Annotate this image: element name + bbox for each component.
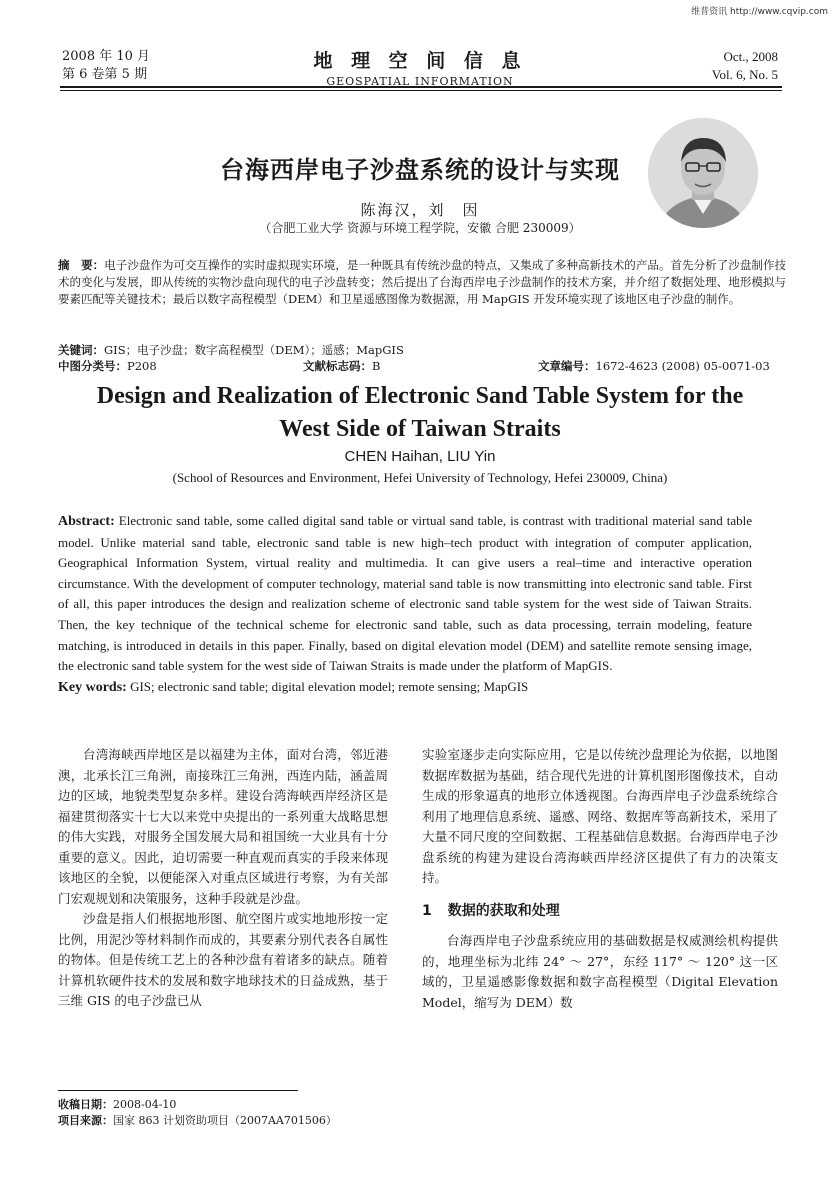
body-paragraph: 沙盘是指人们根据地形图、航空图片或实地地形按一定比例，用泥沙等材料制作而成的，其要素分别代表各自属性的物体。但是传统工艺上的各种沙盘有着诸多的缺点。随着计算机软硬件技术的发展和数字地球技术的日益成熟，基于三维 GIS 的电子沙盘已从	[58, 911, 388, 1008]
body-paragraph: 台海西岸电子沙盘系统应用的基础数据是权威测绘机构提供的，地理坐标为北纬 24° ～ 27°，东经 117° ～ 120° 这一区域的，卫星遥感影像数据和数字高程模型（Digital Elevation Model，缩写为 DEM）数	[422, 933, 778, 1010]
header-right	[712, 48, 778, 84]
affiliation-en: (School of Resources and Environment, Hefei University of Technology, Hefei 230009, China)	[172, 470, 668, 485]
section-title: 数据的获取和处理	[447, 902, 560, 919]
header-rule-thin	[60, 90, 782, 91]
abstract-cn-label: 摘 要：	[58, 258, 105, 272]
issue-date-en: Oct., 2008	[723, 49, 778, 64]
body-paragraph: 实验室逐步走向实际应用，它是以传统沙盘理论为依据，以地图数据库数据为基础，结合现代先进的计算机图形图像技术，自动生成的形象逼真的地形立体透视图。台海西岸电子沙盘系统综合利用了地理信息系统、遥感、网络、数据库等高新技术，采用了大量不同尺度的空间数据、工程基础信息数据。台海西岸电子沙盘系统的构建为建设台湾海峡西岸经济区提供了有力的决策支持。	[422, 747, 778, 885]
document-code: 文献标志码：B	[303, 359, 381, 373]
issue-volume-cn: 第 6 卷第 5 期	[62, 67, 148, 82]
paper-title-en	[0, 380, 840, 446]
keywords-en-label: Key words:	[58, 679, 127, 695]
paper-title-cn: 台海西岸电子沙盘系统的设计与实现	[220, 156, 620, 184]
section-number: 1	[422, 902, 432, 919]
keywords-cn-text: GIS；电子沙盘；数字高程模型（DEM）；遥感；MapGIS	[104, 343, 404, 357]
footnote	[58, 1097, 337, 1129]
clc-number: 中图分类号：P208	[58, 359, 157, 373]
body-column-left	[58, 745, 388, 1012]
body-column-right	[422, 745, 778, 1013]
keywords-cn	[58, 342, 404, 358]
received-date: 收稿日期：2008-04-10	[58, 1098, 177, 1111]
footnote-rule	[58, 1090, 298, 1091]
keywords-cn-label: 关键词：	[58, 343, 104, 357]
watermark: 维普资讯 http://www.cqvip.com	[691, 7, 828, 17]
section-heading	[422, 901, 778, 922]
issue-date-cn: 2008 年 10 月	[62, 49, 151, 64]
paper-title-en-text: Design and Realization of Electronic Sand Table System for the West Side of Taiwan Straits	[96, 383, 744, 442]
abstract-cn-text: 电子沙盘作为可交互操作的实时虚拟现实环境，是一种既具有传统沙盘的特点，又集成了多种高新技术的产品。首先分析了沙盘制作技术的变化与发展，即从传统的实物沙盘向现代的电子沙盘转变；然后提出了台海西岸电子沙盘制作的技术方案，并介绍了数据处理、地形模拟与要素匹配等关键技术；最后以数字高程模型（DEM）和卫星遥感图像为数据源，用 MapGIS 开发环境实现了该地区电子沙盘的制作。	[58, 258, 787, 306]
keywords-en-text: GIS; electronic sand table; digital elevation model; remote sensing; MapGIS	[130, 678, 529, 694]
authors-en: CHEN Haihan, LIU Yin	[344, 448, 496, 465]
journal-title-en: GEOSPATIAL INFORMATION	[326, 75, 514, 88]
affiliation-cn: （合肥工业大学 资源与环境工程学院，安徽 合肥 230009）	[259, 221, 581, 235]
abstract-en	[58, 511, 752, 698]
header-rule	[60, 86, 782, 88]
authors-cn: 陈海汉，刘 因	[360, 201, 480, 219]
abstract-en-label: Abstract:	[58, 514, 115, 529]
abstract-cn	[58, 257, 786, 308]
funding-source: 项目来源：国家 863 计划资助项目（2007AA701506）	[58, 1114, 337, 1127]
abstract-en-text: Electronic sand table, some called digital sand table or virtual sand table, is contrast with traditional material sand table model. Unlike material sand table, electronic sand table is new high–tech product with integration of computer application, Geographical Information System, virtual reality and multimedia. It can give users a real–time and interactive operation circumstance. With the development of computer technology, material sand table is now transmitting into electronic sand table. First of all, this paper introduces the design and realization scheme of electronic sand table system for the west side of Taiwan Straits. Then, the key technique of the technical scheme for electronic sand table, such as data processing, terrain modeling, feature matching, is introduced in details in this paper. Finally, based on digital elevation model (DEM) and satellite remote sensing image, the electronic sand table system for the west side of Taiwan Straits is made under the platform of MapGIS.	[58, 513, 752, 674]
body-paragraph: 台湾海峡西岸地区是以福建为主体，面对台湾，邻近港澳，北承长江三角洲，南接珠江三角洲，西连内陆，涵盖周边的区域，地貌类型复杂多样。建设台湾海峡西岸经济区是福建贯彻落实十七大以来党中央提出的一系列重大战略思想的伟大实践，对服务全国发展大局和祖国统一大业具有十分重要的意义。因此，迫切需要一种直观而真实的手段来体现该地区的全貌，以便能深入对重点区域进行考察，为有关部门宏观规划和决策服务，这种手段就是沙盘。	[58, 747, 388, 906]
journal-title-cn: 地 理 空 间 信 息	[313, 50, 527, 72]
issue-volume-en: Vol. 6, No. 5	[711, 67, 778, 82]
article-number: 文章编号：1672-4623 (2008) 05-0071-03	[538, 359, 770, 373]
